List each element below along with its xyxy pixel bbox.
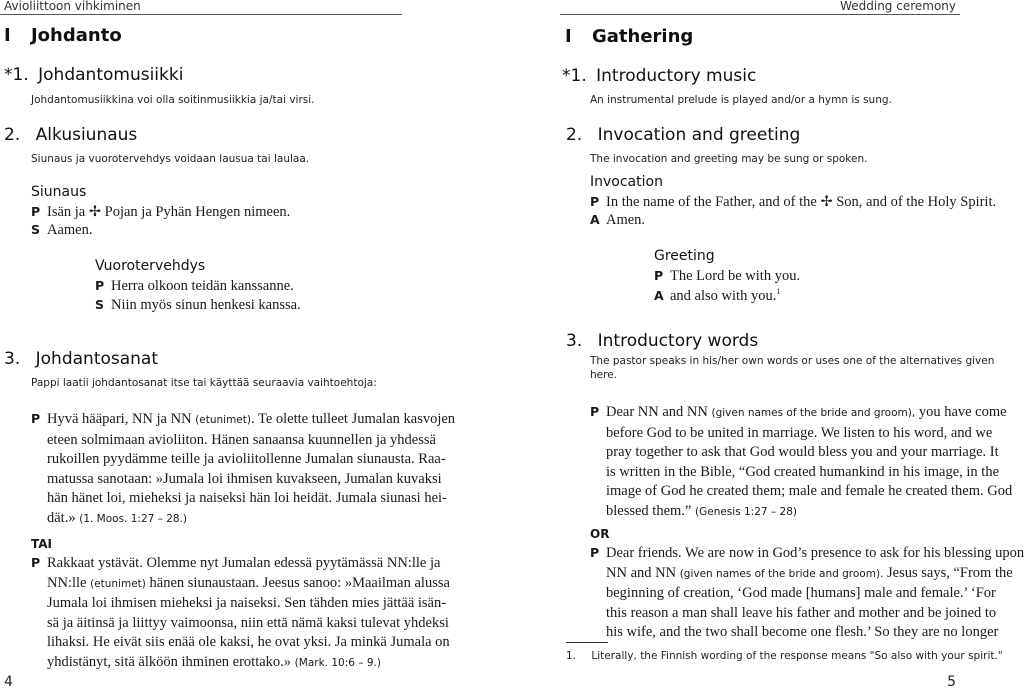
chapter-number: I xyxy=(4,25,11,46)
section-title: Invocation and greeting xyxy=(597,125,801,145)
speaker-label: P xyxy=(654,268,664,283)
subheading-invocation: Invocation xyxy=(590,174,663,190)
speaker-label: P xyxy=(590,404,600,419)
dialogue-line-s: S Aamen. xyxy=(31,222,93,238)
rubric-s3-right-line1: The pastor speaks in his/her own words or uses one of the alternatives given xyxy=(590,355,995,367)
section-number: 3. xyxy=(566,331,583,351)
section-heading-s2-left xyxy=(4,125,137,145)
subheading-siunaus: Siunaus xyxy=(31,184,87,200)
section-number: *1. xyxy=(4,65,29,85)
chapter-heading-right xyxy=(565,26,693,47)
footnote xyxy=(566,650,1003,662)
rubric-s2-right: The invocation and greeting may be sung or spoken. xyxy=(590,153,868,165)
section-title: Introductory words xyxy=(597,331,759,351)
section-heading-s1-left xyxy=(4,65,183,85)
page-number-left: 4 xyxy=(4,674,13,690)
johdantosanat-alt-2: P Rakkaat ystävät. Olemme nyt Jumalan edessä pyytämässä NN:lle ja NN:lle (etunimet) hänen siunaustaan. Jeesus sanoo: »Maailman alussa Jumala loi ihmisen mieheksi ja naiseksi. Sen tähden mies jättää isän- sä ja äitinsä ja liittyy vaimoonsa, niin että nämä kaksi tulevat yhdeksi lihaksi. He eivät siis enää ole kaksi, he ovat yksi. Ja minkä Jumala on yhdistänyt, sitä älköön ihminen erottako.» (Mark. 10:6 – 9.) xyxy=(31,555,450,670)
footnote-number: 1. xyxy=(566,650,577,662)
rubric-s3-left: Pappi laatii johdantosanat itse tai käyttää seuraavia vaihtoehtoja: xyxy=(31,377,377,389)
rubric-s3-right-line2: here. xyxy=(590,369,617,381)
speaker-label: A xyxy=(590,212,600,227)
section-heading-s3-left xyxy=(4,349,158,369)
speaker-label: P xyxy=(31,555,41,570)
dialogue-line-s: S Niin myös sinun henkesi kanssa. xyxy=(95,297,301,313)
dialogue-line-p: P In the name of the Father, and of the ✢ Son, and of the Holy Spirit. xyxy=(590,194,997,210)
cross-icon: ✢ xyxy=(820,194,833,210)
introductory-words-alt-1: P Dear NN and NN (given names of the bride and groom), you have come before God to be united in marriage. We listen to his word, and we pray together to ask that God would bless you and your marriage. It is written in the Bible, “God created humankind in his image, in the image of God he created them; male and female he created them. God blessed them.” (Genesis 1:27 – 28) xyxy=(590,404,1013,519)
cross-icon: ✢ xyxy=(88,204,102,220)
section-title: Introductory music xyxy=(596,66,757,86)
section-heading-s2-right xyxy=(566,125,800,145)
speaker-label: P xyxy=(95,278,105,293)
dialogue-line-p: P The Lord be with you. xyxy=(654,268,801,284)
section-number: 3. xyxy=(4,349,21,369)
introductory-words-alt-2: P Dear friends. We are now in God’s presence to ask for his blessing upon NN and NN (given names of the bride and groom). Jesus says, “From the beginning of creation, ‘God made [humans] male and female.’ ‘For this reason a man shall leave his father and mother and be joined to his wife, and the two shall become one flesh.’ So they are no longer xyxy=(590,545,1024,640)
dialogue-line-p: P Herra olkoon teidän kanssanne. xyxy=(95,278,294,294)
chapter-number: I xyxy=(565,26,572,47)
section-number: *1. xyxy=(562,66,587,86)
footnote-rule xyxy=(566,642,608,643)
speaker-label: A xyxy=(654,287,664,303)
dialogue-line-p: P Isän ja ✢ Pojan ja Pyhän Hengen nimeen. xyxy=(31,204,291,220)
dialogue-line-a: A and also with you.$^1$ xyxy=(654,287,781,304)
rubric-s1-left: Johdantomusiikkina voi olla soitinmusiikkia ja/tai virsi. xyxy=(31,94,315,106)
alternative-separator-or: OR xyxy=(590,527,610,541)
section-title: Alkusiunaus xyxy=(35,125,138,145)
rubric-s2-left: Siunaus ja vuorotervehdys voidaan lausua tai laulaa. xyxy=(31,153,310,165)
subheading-greeting: Greeting xyxy=(654,248,715,264)
footnote-ref: 1 xyxy=(776,287,781,296)
section-heading-s3-right xyxy=(566,331,758,351)
subheading-vuorotervehdys: Vuorotervehdys xyxy=(95,258,206,274)
chapter-title: Johdanto xyxy=(30,25,122,46)
section-title: Johdantosanat xyxy=(35,349,159,369)
johdantosanat-alt-1: P Hyvä hääpari, NN ja NN (etunimet). Te olette tulleet Jumalan kasvojen eteen solmimaan avioliiton. Hänen sanaansa kuunnellen ja yhdessä rukoillen pyydämme teille ja avioliitollenne Jumalan siunausta. Raa- matussa sanotaan: »Jumala loi ihmisen kuvakseen, Jumalan kuvaksi hän hänet loi, mieheksi ja naiseksi hän loi heidät. Jumala siunasi hei- dät.» (1. Moos. 1:27 – 28.) xyxy=(31,411,456,526)
section-heading-s1-right xyxy=(562,66,756,86)
chapter-title: Gathering xyxy=(591,26,694,47)
speaker-label: S xyxy=(95,297,105,312)
header-rule-left xyxy=(0,14,402,15)
section-number: 2. xyxy=(566,125,583,145)
running-header-right: Wedding ceremony xyxy=(840,0,956,13)
dialogue-line-a: A Amen. xyxy=(590,212,646,228)
alternative-separator-tai: TAI xyxy=(31,537,53,551)
header-rule-right xyxy=(560,14,960,15)
section-number: 2. xyxy=(4,125,21,145)
chapter-heading-left xyxy=(4,25,122,46)
section-title: Johdantomusiikki xyxy=(38,65,184,85)
rubric-s1-right: An instrumental prelude is played and/or a hymn is sung. xyxy=(590,94,892,106)
footnote-text: Literally, the Finnish wording of the response means "So also with your spirit." xyxy=(591,650,1003,662)
speaker-label: S xyxy=(31,222,41,237)
speaker-label: P xyxy=(31,411,41,426)
running-header-left: Avioliittoon vihkiminen xyxy=(4,0,141,13)
speaker-label: P xyxy=(590,545,600,560)
speaker-label: P xyxy=(590,194,600,209)
speaker-label: P xyxy=(31,204,41,219)
page-number-right: 5 xyxy=(947,674,956,690)
